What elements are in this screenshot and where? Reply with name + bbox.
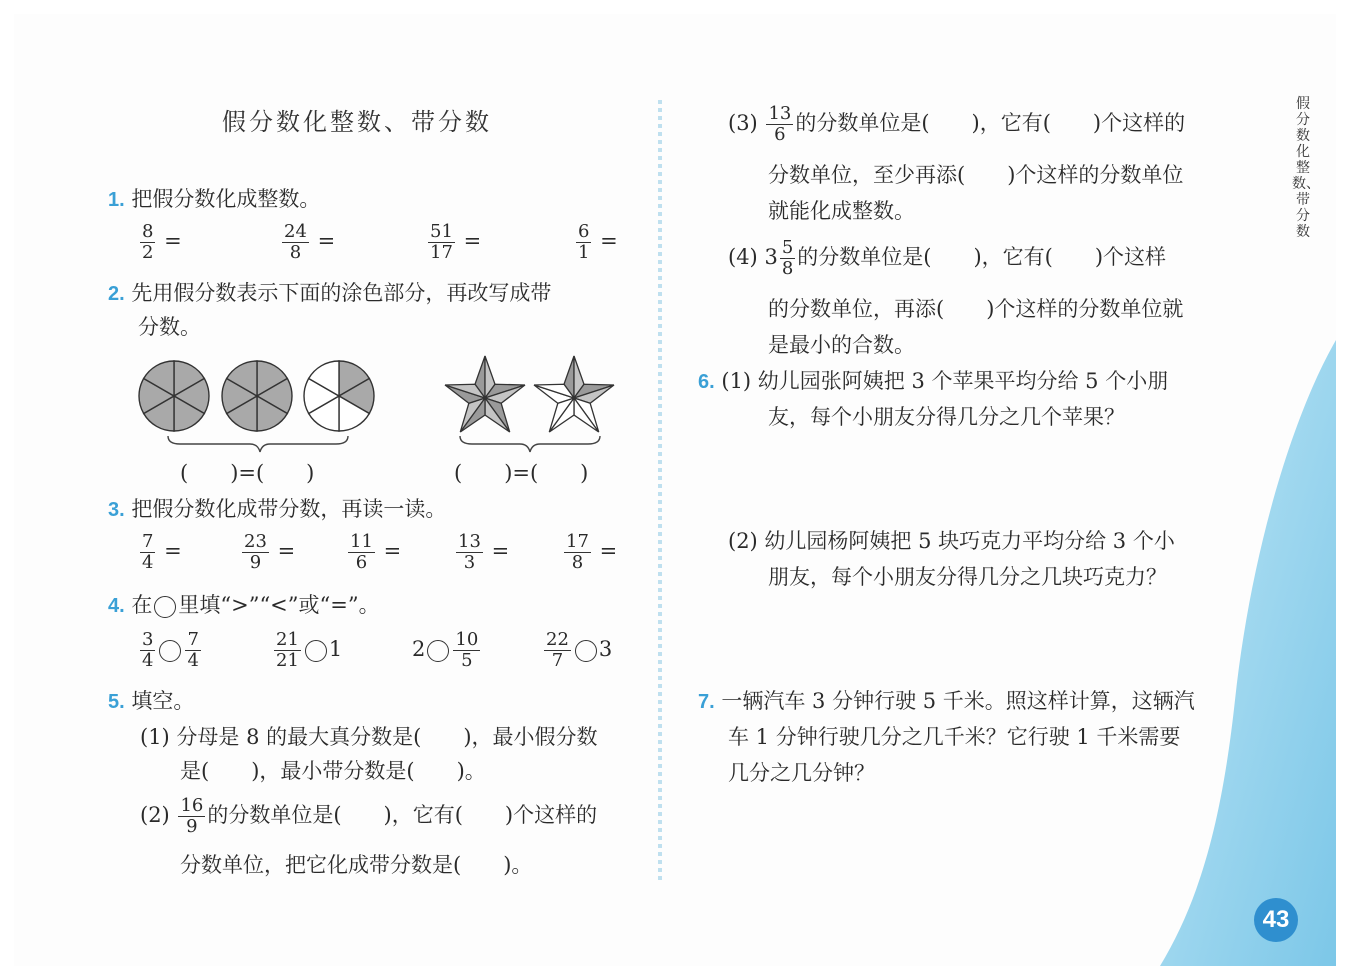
numerator: 7 [142, 531, 154, 552]
question-text: 在 [131, 593, 153, 617]
question-text: 友，每个小朋友分得几分之几个苹果？ [768, 405, 1125, 429]
q3-item [346, 532, 401, 573]
star-figure [534, 356, 614, 432]
q1-item [280, 222, 335, 263]
equals: = [164, 539, 182, 563]
circle-figure [139, 361, 209, 431]
denominator: 3 [463, 552, 476, 573]
numerator: 23 [244, 531, 267, 552]
brace-left [168, 436, 348, 452]
q5-part1-line2: 是( )，最小带分数是( )。 [180, 759, 486, 783]
equals: = [277, 539, 296, 563]
equals: = [317, 229, 336, 253]
answer-blank[interactable]: ( )=( ) [180, 461, 315, 485]
denominator: 8 [289, 242, 302, 263]
q5-part1-line1: (1) 分母是 8 的最大真分数是( )，最小假分数 [140, 725, 598, 749]
question-number: 1. [108, 189, 125, 211]
q5-part3-line3: 就能化成整数。 [768, 199, 915, 223]
question-2 [108, 278, 551, 309]
question-number: 6. [698, 371, 715, 393]
equals: = [463, 229, 482, 253]
denominator: 2 [142, 242, 154, 263]
q5-part3-line2: 分数单位，至少再添( )个这样的分数单位 [768, 163, 1184, 187]
question-number: 3. [108, 499, 125, 521]
page-title: 假分数化整数、带分数 [222, 108, 492, 136]
page-number-badge: 43 [1254, 898, 1298, 942]
q5-part4-line2: 的分数单位，再添( )个这样的分数单位就 [768, 297, 1184, 321]
denominator: 1 [578, 242, 590, 263]
denominator: 4 [142, 552, 154, 573]
equals: = [383, 539, 402, 563]
star-figure [445, 356, 525, 432]
q5-part4-line3: 是最小的合数。 [768, 333, 915, 357]
compare-circle[interactable] [575, 640, 597, 662]
question-text: 把假分数化成带分数，再读一读。 [131, 497, 447, 521]
compare-circle[interactable] [159, 640, 181, 662]
question-7 [698, 686, 1195, 717]
numerator: 11 [350, 531, 373, 552]
q1-item [574, 222, 618, 263]
question-text: 分数。 [138, 315, 201, 339]
denominator: 8 [571, 552, 584, 573]
question-text: 一辆汽车 3 分钟行驶 5 千米。照这样计算，这辆汽 [721, 689, 1195, 713]
equals: = [599, 539, 618, 563]
q4-item: 2 $\frac{10}{5}$ [412, 629, 479, 671]
numerator: 51 [430, 221, 453, 242]
answer-blank[interactable]: ( )=( ) [454, 461, 589, 485]
q3-item [562, 532, 617, 573]
question-3 [108, 494, 446, 525]
numerator: 13 [458, 531, 481, 552]
q4-item: $\frac{22}{7}$ 3 [546, 629, 613, 671]
q1-item [426, 222, 481, 263]
circle-blank-icon [154, 596, 176, 618]
column-divider [658, 100, 662, 880]
question-4 [108, 590, 380, 621]
brace-right [460, 436, 600, 452]
denominator: 17 [430, 242, 453, 263]
question-number: 4. [108, 595, 125, 617]
q3-item [240, 532, 295, 573]
question-text: 朋友，每个小朋友分得几分之几块巧克力？ [768, 565, 1167, 589]
question-number: 7. [698, 691, 715, 713]
numerator: 8 [142, 221, 154, 242]
compare-circle[interactable] [305, 640, 327, 662]
shaded-figures [130, 352, 630, 456]
q5-part2-line2: 分数单位，把它化成带分数是( )。 [180, 853, 533, 877]
question-text: (2) 幼儿园杨阿姨把 5 块巧克力平均分给 3 个小 [728, 529, 1175, 553]
compare-circle[interactable] [427, 640, 449, 662]
question-text: 几分之几分钟？ [728, 761, 875, 785]
question-1 [108, 184, 320, 215]
equals: = [600, 229, 618, 253]
question-number: 5. [108, 691, 125, 713]
q3-item [138, 532, 182, 573]
q5-part4-line1: (4) 3 $\frac{5}{8}$ 的分数单位是( )，它有( )个这样 [728, 237, 1167, 279]
question-number: 2. [108, 283, 125, 305]
circle-figure [304, 361, 374, 431]
equals: = [491, 539, 510, 563]
question-6 [698, 366, 1168, 397]
question-text: 车 1 分钟行驶几分之几千米？它行驶 1 千米需要 [728, 725, 1181, 749]
circle-figure [222, 361, 292, 431]
q5-part2-line1: (2) $\frac{16}{9}$ 的分数单位是( )，它有( )个这样的 [140, 795, 598, 837]
question-text: 把假分数化成整数。 [131, 187, 321, 211]
question-text: 里填“>”“<”或“=”。 [178, 593, 380, 617]
q5-part3-line1: (3) $\frac{13}{6}$ 的分数单位是( )，它有( )个这样的 [728, 103, 1186, 145]
q1-item [138, 222, 182, 263]
denominator: 9 [249, 552, 262, 573]
q4-item: $\frac{3}{4}$ $\frac{7}{4}$ [142, 629, 199, 671]
numerator: 24 [284, 221, 307, 242]
equals: = [164, 229, 182, 253]
q4-item: $\frac{21}{21}$ 1 [276, 629, 343, 671]
question-text: (1) 幼儿园张阿姨把 3 个苹果平均分给 5 个小朋 [721, 369, 1169, 393]
numerator: 17 [566, 531, 589, 552]
denominator: 6 [355, 552, 368, 573]
question-text: 填空。 [131, 689, 195, 713]
q3-item [454, 532, 509, 573]
numerator: 6 [578, 221, 590, 242]
question-5 [108, 686, 194, 717]
sidebar-chapter-title: 假分数化整数、带分数 [1292, 96, 1320, 240]
question-text: 先用假分数表示下面的涂色部分，再改写成带 [131, 281, 552, 305]
